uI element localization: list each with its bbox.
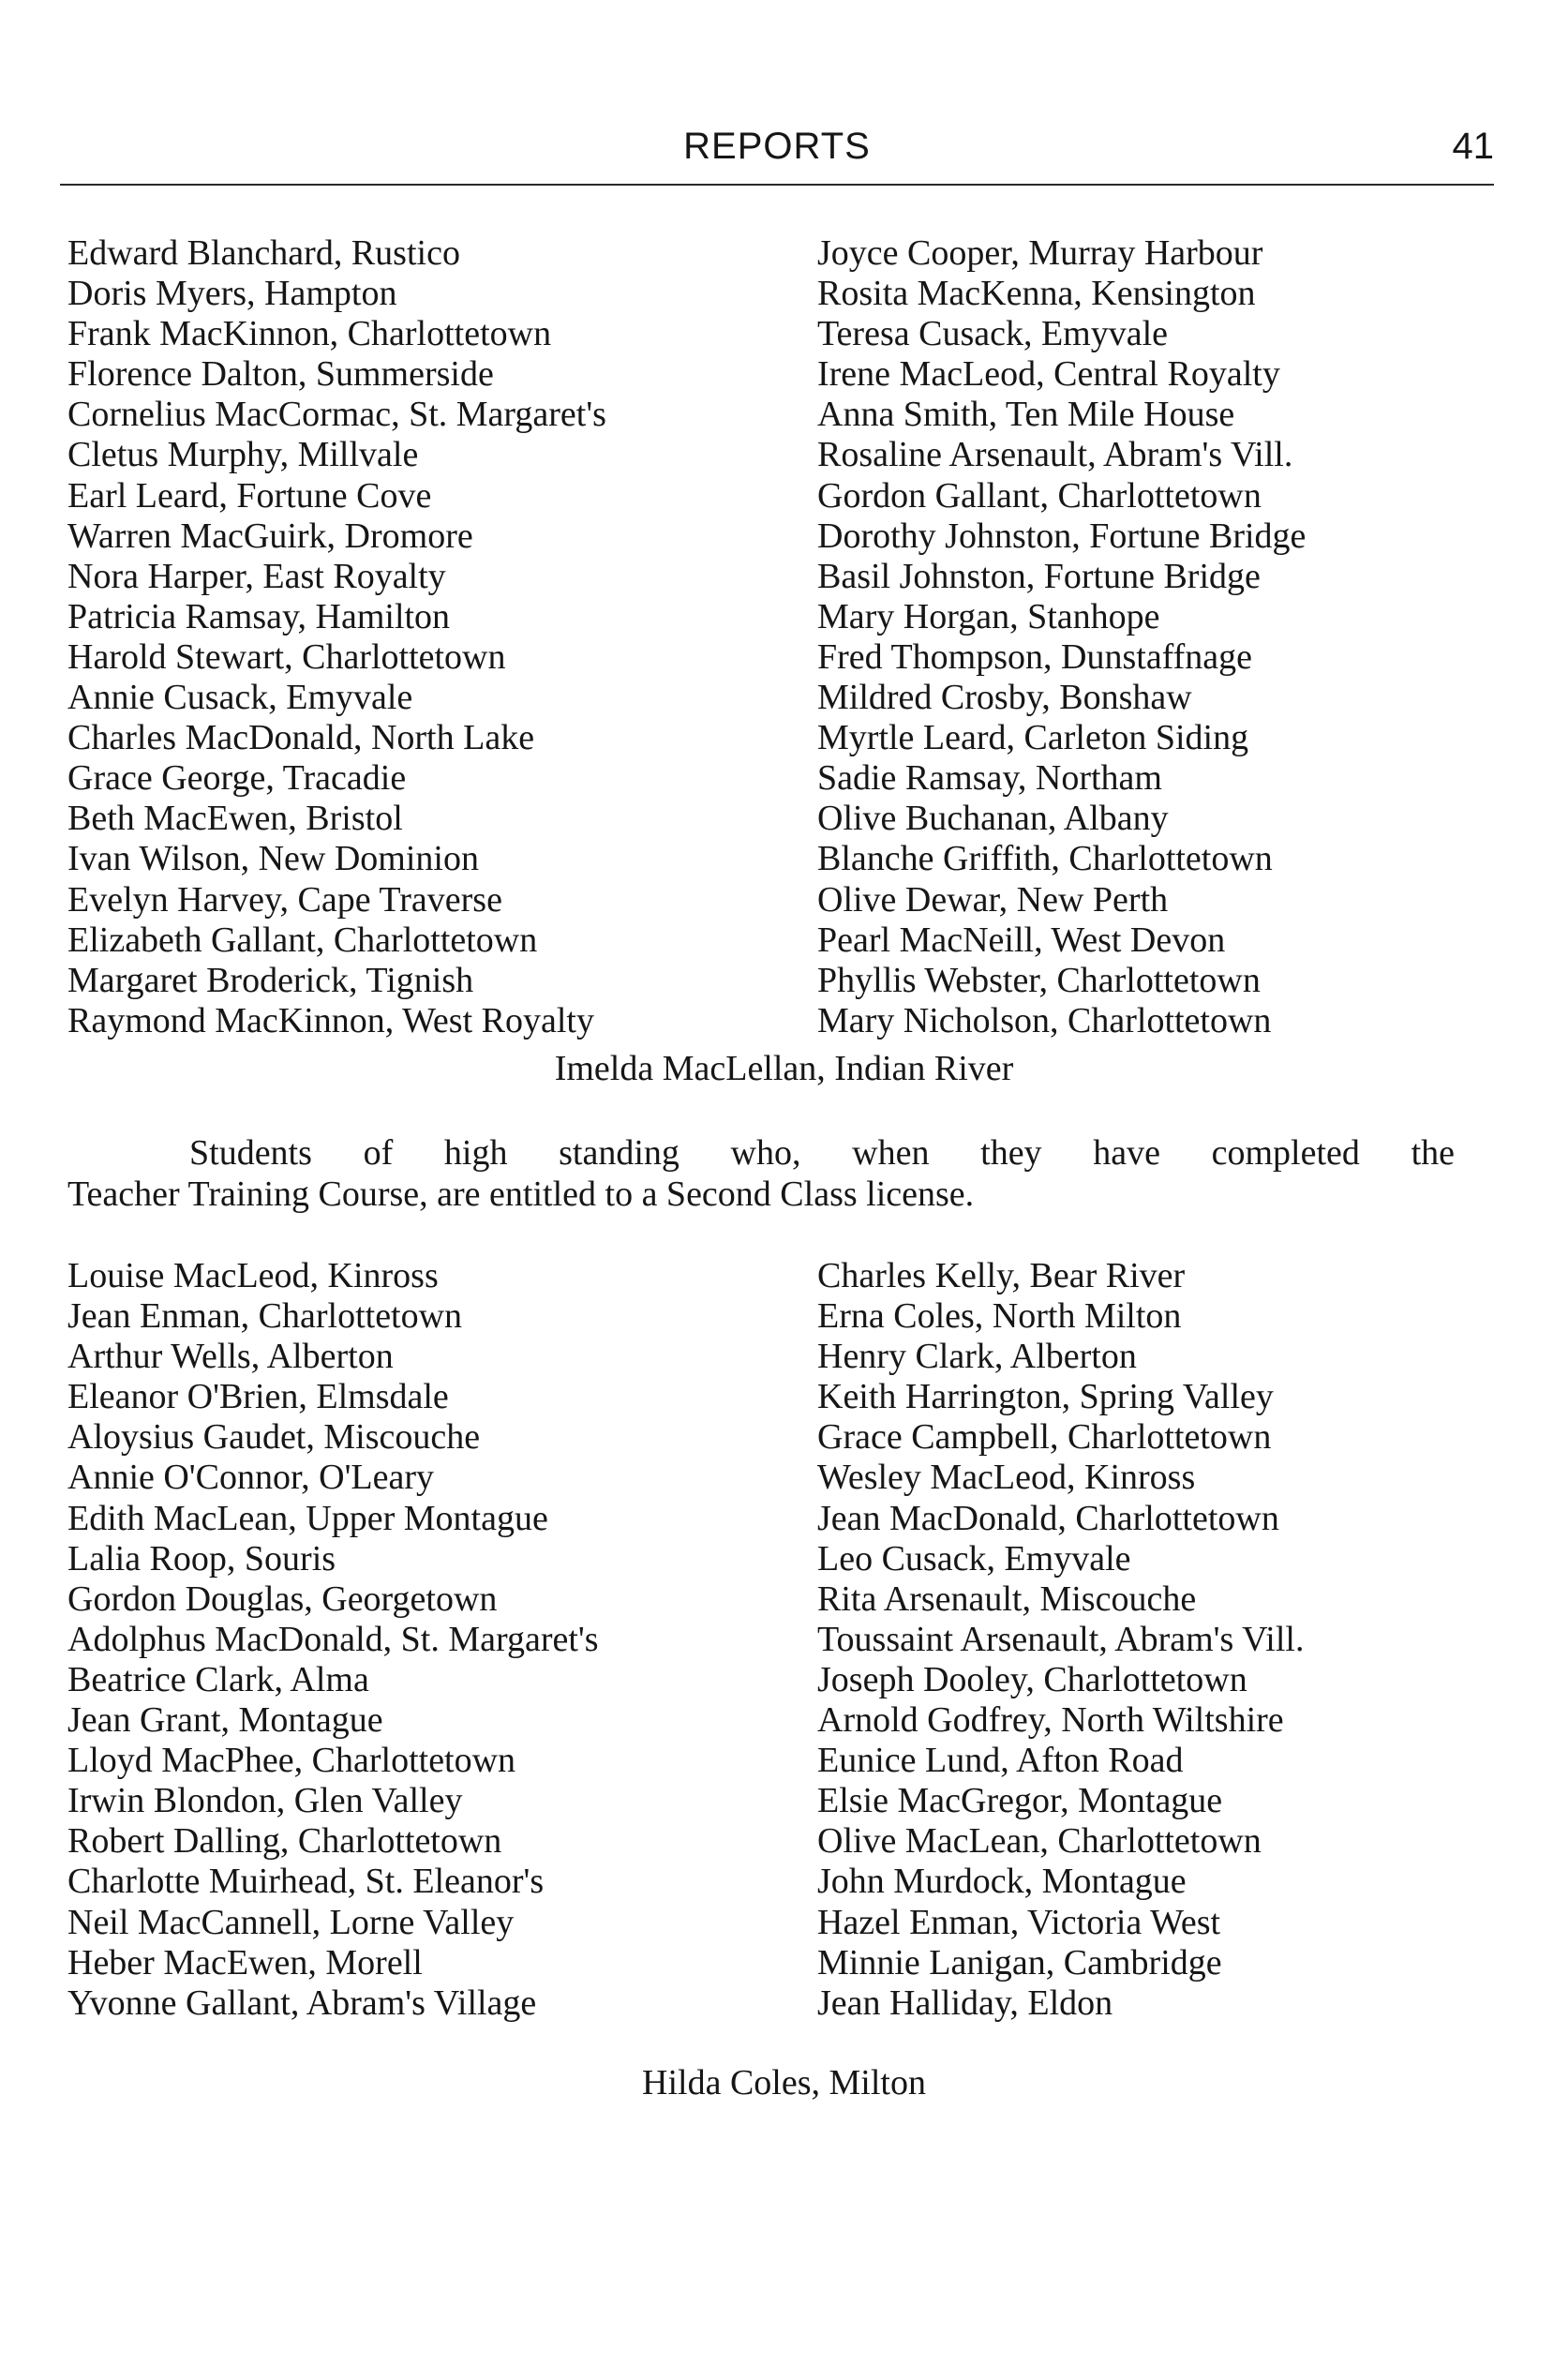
list-item: Margaret Broderick, Tignish: [67, 960, 474, 1000]
list-item: Wesley MacLeod, Kinross: [817, 1458, 1196, 1498]
list-item: Yvonne Gallant, Abram's Village: [67, 1982, 537, 2023]
list-item: Keith Harrington, Spring Valley: [817, 1377, 1274, 1417]
list-final-entry: Imelda MacLellan, Indian River: [554, 1049, 1014, 1088]
list-item: Anna Smith, Ten Mile House: [817, 395, 1235, 435]
list-item: Warren MacGuirk, Dromore: [67, 516, 473, 556]
list-item: Blanche Griffith, Charlottetown: [817, 839, 1273, 879]
list-item: Arthur Wells, Alberton: [67, 1337, 394, 1377]
list-item: Elsie MacGregor, Montague: [817, 1781, 1223, 1821]
list-item: Jean Halliday, Eldon: [817, 1982, 1113, 2023]
list-item: Charlotte Muirhead, St. Eleanor's: [67, 1862, 545, 1902]
list-item: Beatrice Clark, Alma: [67, 1659, 369, 1699]
page-header: [60, 120, 1494, 178]
list-item: Charles Kelly, Bear River: [817, 1256, 1186, 1295]
running-title: REPORTS: [683, 126, 871, 167]
list-item: Fred Thompson, Dunstaffnage: [817, 636, 1253, 677]
list-item: Raymond MacKinnon, West Royalty: [67, 1000, 594, 1040]
list-item: Minnie Lanigan, Cambridge: [817, 1942, 1222, 1982]
list-item: Charles MacDonald, North Lake: [67, 718, 535, 758]
list-item: Grace George, Tracadie: [67, 758, 407, 799]
list-item: Neil MacCannell, Lorne Valley: [67, 1902, 515, 1942]
list-item: Beth MacEwen, Bristol: [67, 799, 403, 839]
list-item: Leo Cusack, Emyvale: [817, 1538, 1131, 1579]
license-note-paragraph: [67, 1132, 1455, 1215]
list-item: Rosaline Arsenault, Abram's Vill.: [817, 435, 1293, 475]
list-item: Florence Dalton, Summerside: [67, 354, 494, 395]
list-item: Rosita MacKenna, Kensington: [817, 274, 1256, 314]
list-item: Olive Dewar, New Perth: [817, 879, 1169, 920]
header-rule: [60, 184, 1494, 186]
list-item: Jean Grant, Montague: [67, 1700, 383, 1741]
list-item: Mary Horgan, Stanhope: [817, 596, 1160, 636]
list-item: Annie O'Connor, O'Leary: [67, 1458, 435, 1498]
list-item: Mary Nicholson, Charlottetown: [817, 1000, 1272, 1040]
list-item: Arnold Godfrey, North Wiltshire: [817, 1700, 1284, 1741]
list-item: Gordon Gallant, Charlottetown: [817, 475, 1262, 516]
list-item: Basil Johnston, Fortune Bridge: [817, 556, 1261, 596]
list-item: Patricia Ramsay, Hamilton: [67, 596, 451, 636]
list-item: Heber MacEwen, Morell: [67, 1942, 423, 1982]
list-item: Phyllis Webster, Charlottetown: [817, 960, 1261, 1000]
list-item: Hazel Enman, Victoria West: [817, 1902, 1221, 1942]
list-item: Jean Enman, Charlottetown: [67, 1296, 463, 1337]
list-item: Annie Cusack, Emyvale: [67, 678, 413, 718]
list-item: Aloysius Gaudet, Miscouche: [67, 1417, 481, 1458]
list-item: Adolphus MacDonald, St. Margaret's: [67, 1619, 599, 1659]
student-list-first: [67, 233, 1473, 1041]
list-final-entry: Hilda Coles, Milton: [642, 2063, 926, 2102]
list-item: Edith MacLean, Upper Montague: [67, 1498, 548, 1538]
list-item: Erna Coles, North Milton: [817, 1296, 1182, 1337]
list-item: Irene MacLeod, Central Royalty: [817, 354, 1280, 395]
list-item: Eunice Lund, Afton Road: [817, 1741, 1184, 1781]
paragraph-line: Students of high standing who, when they have completed the: [189, 1133, 1455, 1173]
list-item: Harold Stewart, Charlottetown: [67, 636, 506, 677]
list-item: Pearl MacNeill, West Devon: [817, 920, 1226, 960]
list-item: Rita Arsenault, Miscouche: [817, 1579, 1197, 1619]
list-item: Evelyn Harvey, Cape Traverse: [67, 879, 502, 920]
list-item: Joseph Dooley, Charlottetown: [817, 1659, 1247, 1699]
list-item: Mildred Crosby, Bonshaw: [817, 678, 1192, 718]
list-item: Joyce Cooper, Murray Harbour: [817, 233, 1263, 273]
list-item: Louise MacLeod, Kinross: [67, 1256, 439, 1295]
list-item: Sadie Ramsay, Northam: [817, 758, 1162, 799]
list-item: Nora Harper, East Royalty: [67, 556, 446, 596]
list-item: Gordon Douglas, Georgetown: [67, 1579, 498, 1619]
list-item: Lloyd MacPhee, Charlottetown: [67, 1741, 516, 1781]
list-item: Jean MacDonald, Charlottetown: [817, 1498, 1279, 1538]
list-item: Myrtle Leard, Carleton Siding: [817, 718, 1249, 758]
list-item: Earl Leard, Fortune Cove: [67, 475, 432, 516]
list-item: Lalia Roop, Souris: [67, 1538, 336, 1579]
paragraph-line: Teacher Training Course, are entitled to a Second Class license.: [67, 1175, 975, 1214]
list-item: Olive MacLean, Charlottetown: [817, 1821, 1262, 1862]
student-list-second: [67, 1256, 1473, 2024]
list-item: Cletus Murphy, Millvale: [67, 435, 419, 475]
list-item: Irwin Blondon, Glen Valley: [67, 1781, 463, 1821]
list-item: John Murdock, Montague: [817, 1862, 1187, 1902]
list-item: Ivan Wilson, New Dominion: [67, 839, 479, 879]
page-number: 41: [1452, 126, 1494, 167]
list-item: Grace Campbell, Charlottetown: [817, 1417, 1272, 1458]
list-item: Robert Dalling, Charlottetown: [67, 1821, 502, 1862]
list-item: Cornelius MacCormac, St. Margaret's: [67, 395, 606, 435]
list-item: Henry Clark, Alberton: [817, 1337, 1137, 1377]
list-item: Olive Buchanan, Albany: [817, 799, 1169, 839]
list-item: Frank MacKinnon, Charlottetown: [67, 314, 552, 354]
list-item: Eleanor O'Brien, Elmsdale: [67, 1377, 449, 1417]
list-item: Elizabeth Gallant, Charlottetown: [67, 920, 538, 960]
list-item: Teresa Cusack, Emyvale: [817, 314, 1169, 354]
list-item: Edward Blanchard, Rustico: [67, 233, 460, 273]
list-item: Dorothy Johnston, Fortune Bridge: [817, 516, 1307, 556]
list-item: Doris Myers, Hampton: [67, 274, 397, 314]
list-item: Toussaint Arsenault, Abram's Vill.: [817, 1619, 1305, 1659]
